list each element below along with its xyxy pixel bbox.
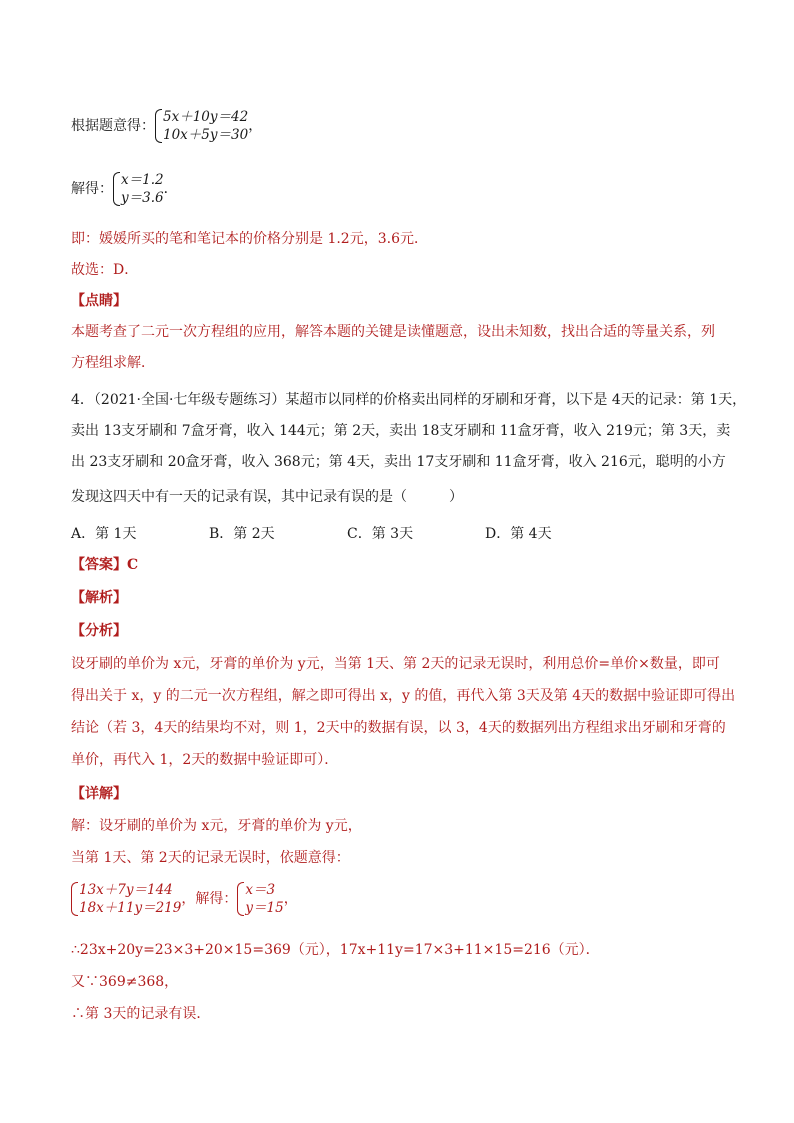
section-tag-fenxi: 【分析】 <box>71 623 127 639</box>
option-b: B．第 2天 <box>209 526 275 542</box>
xiangjie-text-4: 又∵369≠368， <box>71 974 179 990</box>
equation-system <box>113 171 164 207</box>
system-prefix: 解得： <box>71 181 113 197</box>
dianjing-text-1: 本题考查了二元一次方程组的应用，解答本题的关键是读懂题意，设出未知数，找出合适的等量关系，列 <box>71 324 715 340</box>
section-tag-jiexi: 【解析】 <box>71 590 127 606</box>
xiangjie-text-3: ∴23x+20y=23×3+20×15=369（元），17x+11y=17×3+11×15=216（元）． <box>71 942 600 958</box>
result-line: 即：媛媛所买的笔和笔记本的价格分别是 1.2元，3.6元． <box>71 231 428 247</box>
equation: y＝15 <box>245 900 284 916</box>
xiangjie-text-5: ∴第 3天的记录有误． <box>71 1006 211 1022</box>
solve-label: ，解得： <box>181 891 238 907</box>
question-4-line-1: 4．（2021·全国·七年级专题练习）某超市以同样的价格卖出同样的牙刷和牙膏，以下是 4天的记录：第 1天， <box>71 392 747 408</box>
question-4-line-3: 出 23支牙刷和 20盒牙膏，收入 368元；第 4天，卖出 17支牙刷和 11盒牙膏，收入 216元，聪明的小方 <box>71 454 726 470</box>
option-c: C．第 3天 <box>347 526 414 542</box>
options-row <box>71 524 552 544</box>
equation-system <box>71 881 181 917</box>
section-tag-dianjing: 【点睛】 <box>71 293 127 309</box>
option-d: D．第 4天 <box>485 526 552 542</box>
fenxi-text-4: 单价，再代入 1，2天的数据中验证即可）． <box>71 752 339 768</box>
equation-system-solution <box>237 881 283 917</box>
fenxi-text-1: 设牙刷的单价为 x元，牙膏的单价为 y元，当第 1天、第 2天的记录无误时，利用总价=单价×数量，即可 <box>71 656 720 672</box>
fenxi-text-2: 得出关于 x，y 的二元一次方程组，解之即可得出 x，y 的值，再代入第 3天及第 4天的数据中验证即可得出 <box>71 688 736 704</box>
equation: x＝1.2 <box>121 172 164 188</box>
option-a: A．第 1天 <box>71 526 137 542</box>
equation: y＝3.6 <box>121 190 164 206</box>
system-line-3 <box>71 881 298 917</box>
dianjing-text-2: 方程组求解． <box>71 355 155 371</box>
xiangjie-text-2: 当第 1天、第 2天的记录无误时，依题意得： <box>71 850 350 866</box>
fenxi-text-3: 结论（若 3，4天的结果均不对，则 1，2天中的数据有误，以 3，4天的数据列出方程组求出牙刷和牙膏的 <box>71 720 726 736</box>
xiangjie-text-1: 解：设牙刷的单价为 x元，牙膏的单价为 y元， <box>71 818 362 834</box>
equation: x＝3 <box>245 882 276 898</box>
punctuation: ． <box>163 181 178 197</box>
punctuation: ， <box>248 118 263 134</box>
question-4-line-2: 卖出 13支牙刷和 7盒牙膏，收入 144元；第 2天，卖出 18支牙刷和 11盒牙膏，收入 219元；第 3天，卖 <box>71 423 731 439</box>
answer-line: 【答案】C <box>71 557 139 573</box>
system-line-1 <box>71 108 262 144</box>
equation: 13x＋7y＝144 <box>79 882 173 898</box>
punctuation: ， <box>283 891 298 907</box>
system-line-2 <box>71 171 178 207</box>
equation: 5x＋10y＝42 <box>163 109 249 125</box>
equation: 18x＋11y＝219 <box>79 900 182 916</box>
question-4-line-4: 发现这四天中有一天的记录有误，其中记录有误的是（ ） <box>71 489 463 505</box>
section-tag-xiangjie: 【详解】 <box>71 786 127 802</box>
system-prefix: 根据题意得： <box>71 118 155 134</box>
equation-system <box>155 108 248 144</box>
choice-line: 故选：D． <box>71 262 139 278</box>
equation: 10x＋5y＝30 <box>163 127 249 143</box>
